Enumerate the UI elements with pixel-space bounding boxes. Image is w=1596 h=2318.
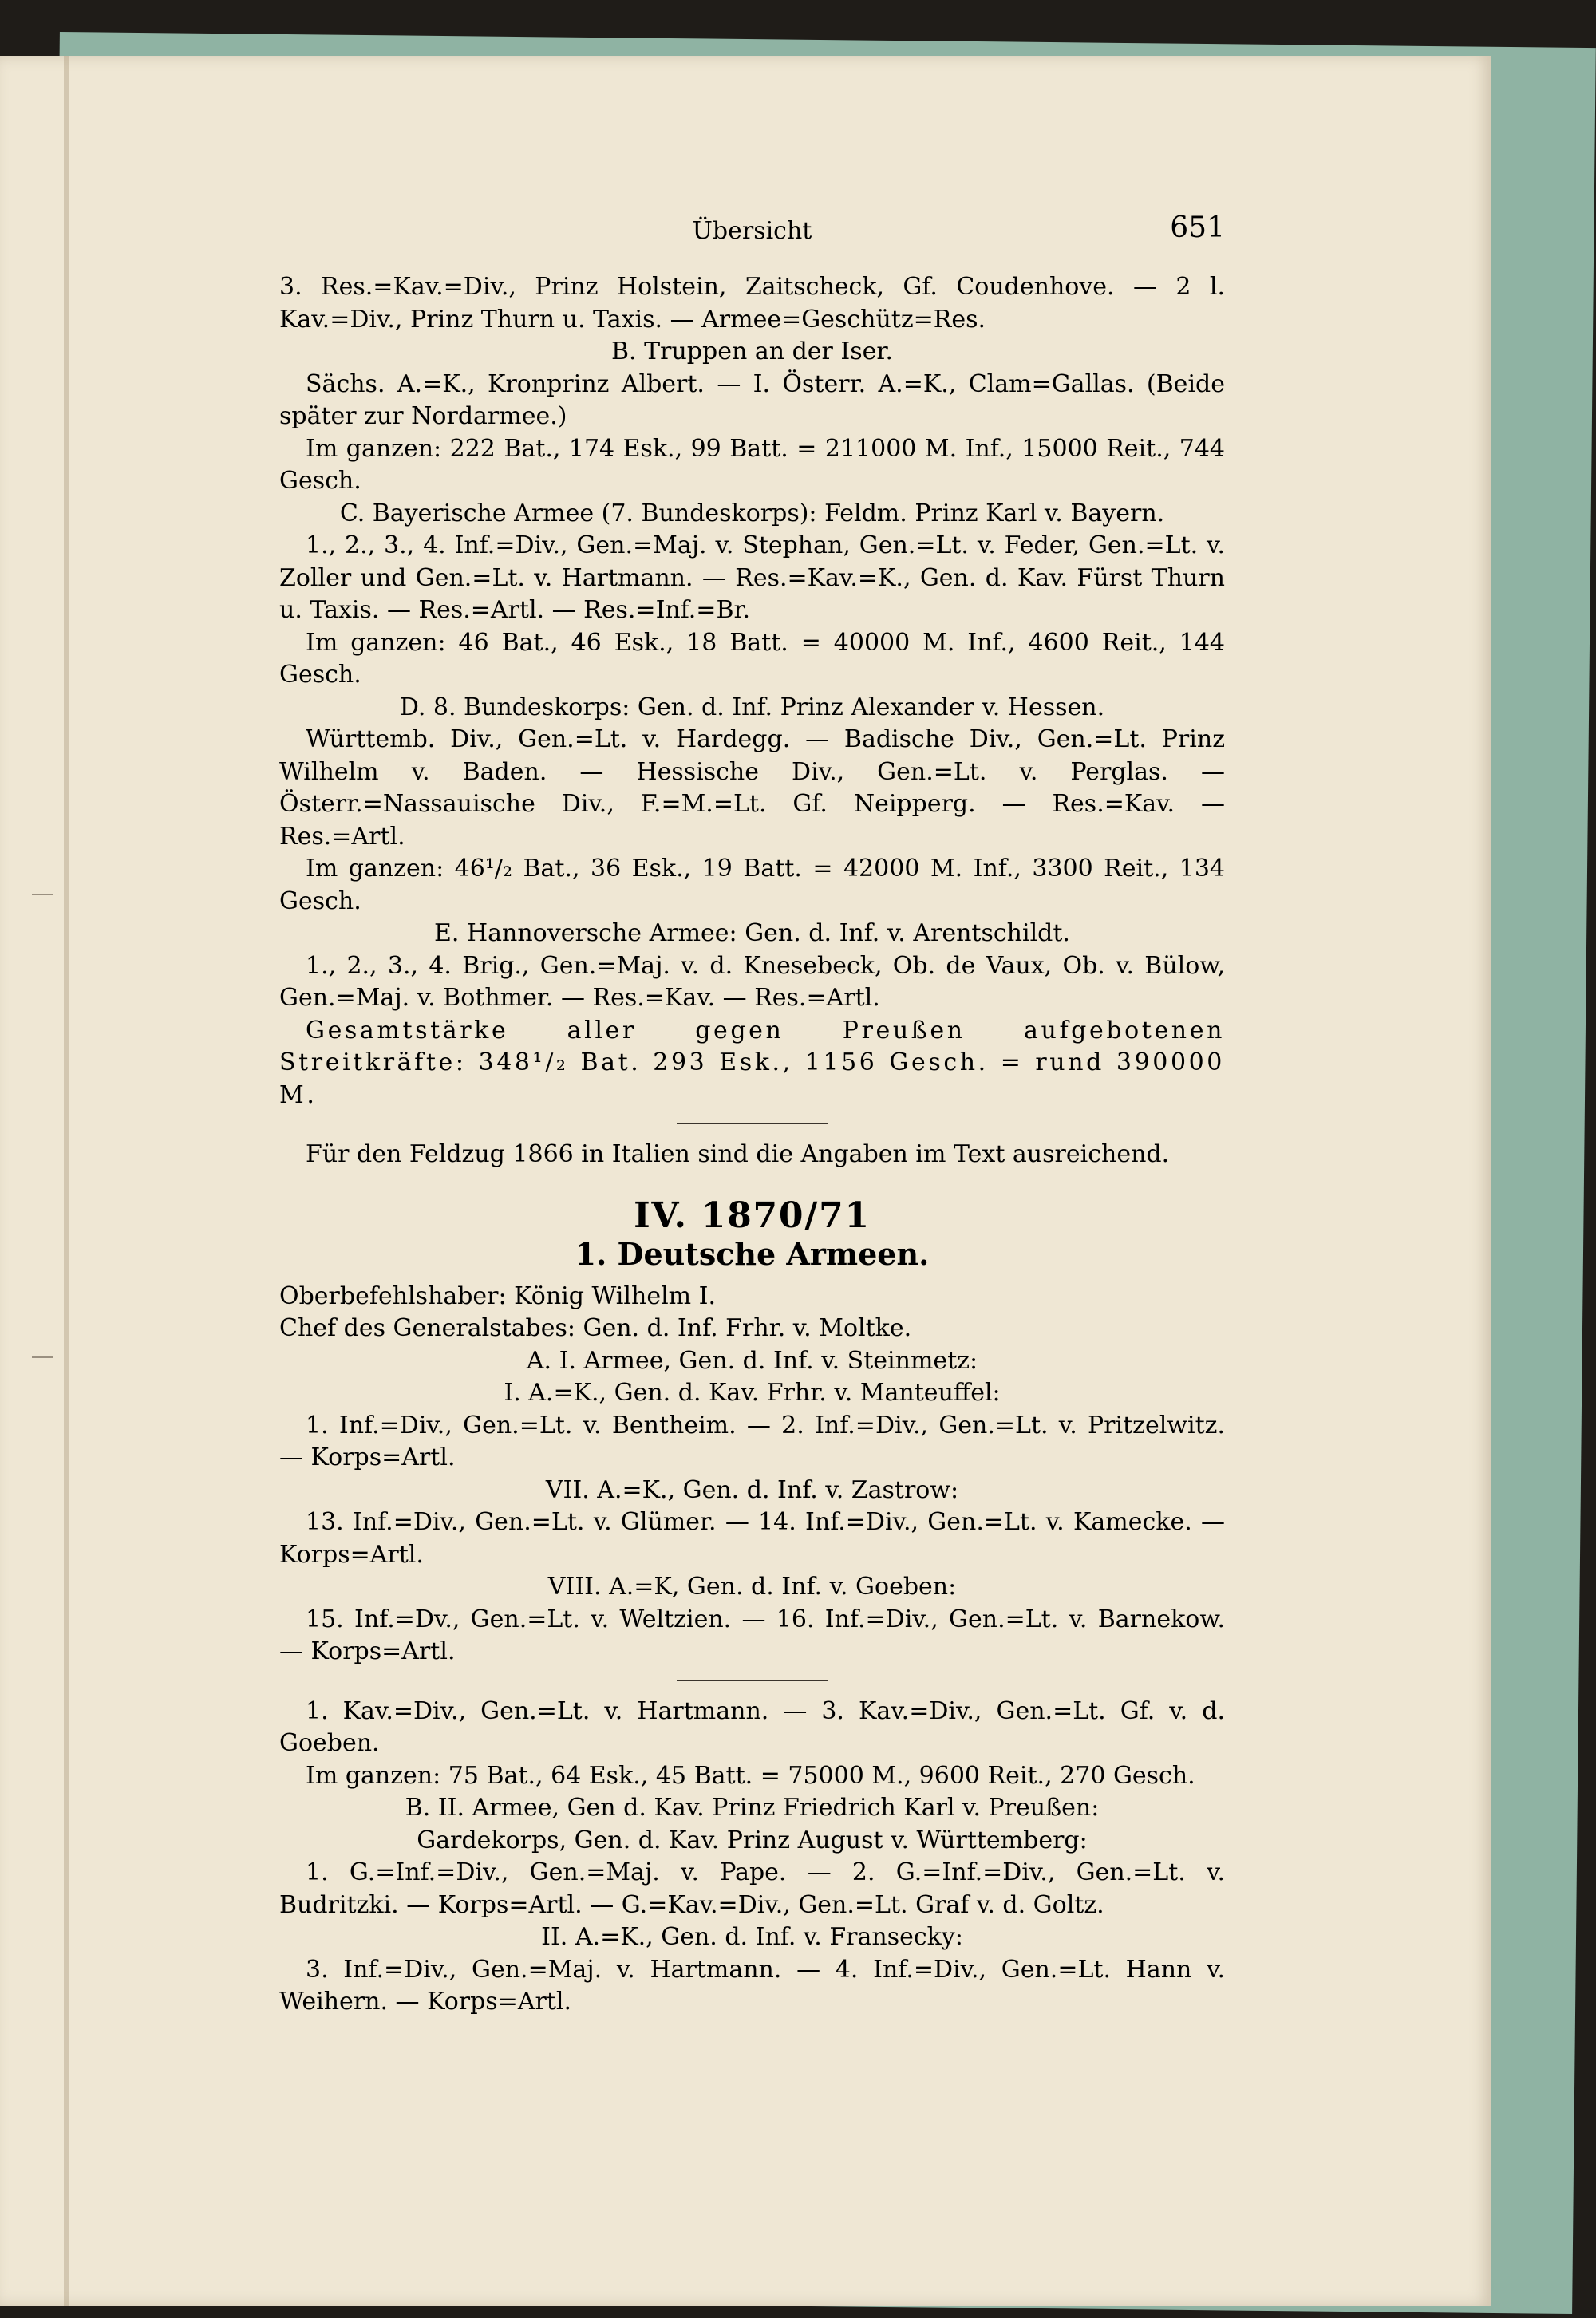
page-edge-mark	[32, 894, 53, 895]
header-title: Übersicht	[692, 217, 812, 245]
section-heading: Gardekorps, Gen. d. Kav. Prinz August v. Württemberg:	[417, 1826, 1088, 1854]
paragraph: 3. Inf.=Div., Gen.=Maj. v. Hartmann. — 4. Inf.=Div., Gen.=Lt. Hann v. Weihern. — Korps=Artl.	[279, 1955, 1225, 2016]
page-number: 651	[1170, 211, 1225, 244]
section-heading: I. A.=K., Gen. d. Kav. Frhr. v. Manteuffel:	[504, 1379, 1001, 1407]
section-heading: II. A.=K., Gen. d. Inf. v. Fransecky:	[541, 1923, 963, 1951]
paragraph: 1., 2., 3., 4. Inf.=Div., Gen.=Maj. v. Stephan, Gen.=Lt. v. Feder, Gen.=Lt. v. Zoller und Gen.=Lt. v. Hartmann. — Res.=Kav.=K., Gen. d. Kav. Fürst Thurn u. Taxis. — Res.=Artl. — Res.=Inf.=Br.	[279, 531, 1225, 624]
section-heading: B. II. Armee, Gen d. Kav. Prinz Friedrich Karl v. Preußen:	[405, 1794, 1100, 1822]
paragraph: Im ganzen: 46¹/₂ Bat., 36 Esk., 19 Batt. = 42000 M. Inf., 3300 Reit., 134 Gesch.	[279, 855, 1225, 915]
paragraph: 1. G.=Inf.=Div., Gen.=Maj. v. Pape. — 2. G.=Inf.=Div., Gen.=Lt. v. Budritzki. — Korps=Artl. — G.=Kav.=Div., Gen.=Lt. Graf v. d. Goltz.	[279, 1858, 1225, 1919]
page-gutter	[64, 56, 69, 2306]
page-content	[279, 207, 1225, 2019]
section-heading: IV. 1870/71	[634, 1195, 871, 1236]
paragraph: 13. Inf.=Div., Gen.=Lt. v. Glümer. — 14. Inf.=Div., Gen.=Lt. v. Kamecke. — Korps=Artl.	[279, 1508, 1225, 1569]
section-heading: C. Bayerische Armee (7. Bundeskorps): Feldm. Prinz Karl v. Bayern.	[339, 499, 1165, 527]
paragraph: Gesamtstärke aller gegen Preußen aufgebotenen Streitkräfte: 348¹/₂ Bat. 293 Esk., 1156 Gesch. = rund 390000 M.	[279, 1016, 1225, 1109]
section-heading: VII. A.=K., Gen. d. Inf. v. Zastrow:	[545, 1475, 959, 1504]
paragraph: Oberbefehlshaber: König Wilhelm I.	[279, 1281, 717, 1310]
section-heading: 1. Deutsche Armeen.	[575, 1236, 930, 1272]
paragraph: Sächs. A.=K., Kronprinz Albert. — I. Österr. A.=K., Clam=Gallas. (Beide später zur Nordarmee.)	[279, 369, 1225, 430]
running-header	[279, 207, 1225, 271]
section-rule	[677, 1680, 828, 1681]
section-heading: B. Truppen an der Iser.	[611, 338, 893, 365]
paragraph: 1. Inf.=Div., Gen.=Lt. v. Bentheim. — 2. Inf.=Div., Gen.=Lt. v. Pritzelwitz. — Korps=Artl.	[279, 1411, 1225, 1471]
paragraph: 3. Res.=Kav.=Div., Prinz Holstein, Zaitscheck, Gf. Coudenhove. — 2 l. Kav.=Div., Prinz Thurn u. Taxis. — Armee=Geschütz=Res.	[279, 273, 1225, 334]
paragraph: 1., 2., 3., 4. Brig., Gen.=Maj. v. d. Knesebeck, Ob. de Vaux, Ob. v. Bülow, Gen.=Maj. v. Bothmer. — Res.=Kav. — Res.=Artl.	[279, 951, 1225, 1012]
paragraph: Für den Feldzug 1866 in Italien sind die Angaben im Text ausreichend.	[306, 1140, 1170, 1168]
body-text	[279, 271, 1225, 2019]
paragraph: Im ganzen: 46 Bat., 46 Esk., 18 Batt. = 40000 M. Inf., 4600 Reit., 144 Gesch.	[279, 628, 1225, 689]
section-heading: D. 8. Bundeskorps: Gen. d. Inf. Prinz Alexander v. Hessen.	[399, 693, 1105, 721]
section-heading: A. I. Armee, Gen. d. Inf. v. Steinmetz:	[526, 1346, 978, 1375]
page-edge-mark	[32, 1356, 53, 1358]
paragraph: Im ganzen: 75 Bat., 64 Esk., 45 Batt. = 75000 M., 9600 Reit., 270 Gesch.	[306, 1761, 1195, 1790]
paragraph: Chef des Generalstabes: Gen. d. Inf. Frhr. v. Moltke.	[279, 1314, 912, 1342]
paragraph: 15. Inf.=Dv., Gen.=Lt. v. Weltzien. — 16. Inf.=Div., Gen.=Lt. v. Barnekow. — Korps=Artl.	[279, 1605, 1225, 1665]
paragraph: Im ganzen: 222 Bat., 174 Esk., 99 Batt. = 211000 M. Inf., 15000 Reit., 744 Gesch.	[279, 434, 1225, 495]
section-heading: VIII. A.=K, Gen. d. Inf. v. Goeben:	[547, 1573, 957, 1601]
section-rule	[677, 1123, 828, 1124]
paragraph: Württemb. Div., Gen.=Lt. v. Hardegg. — Badische Div., Gen.=Lt. Prinz Wilhelm v. Baden. — Hessische Div., Gen.=Lt. v. Perglas. — Österr.=Nassauische Div., F.=M.=Lt. Gf. Neipperg. — Res.=Kav. — Res.=Artl.	[279, 725, 1225, 851]
section-heading: E. Hannoversche Armee: Gen. d. Inf. v. Arentschildt.	[434, 919, 1070, 947]
paragraph: 1. Kav.=Div., Gen.=Lt. v. Hartmann. — 3. Kav.=Div., Gen.=Lt. Gf. v. d. Goeben.	[279, 1696, 1225, 1757]
